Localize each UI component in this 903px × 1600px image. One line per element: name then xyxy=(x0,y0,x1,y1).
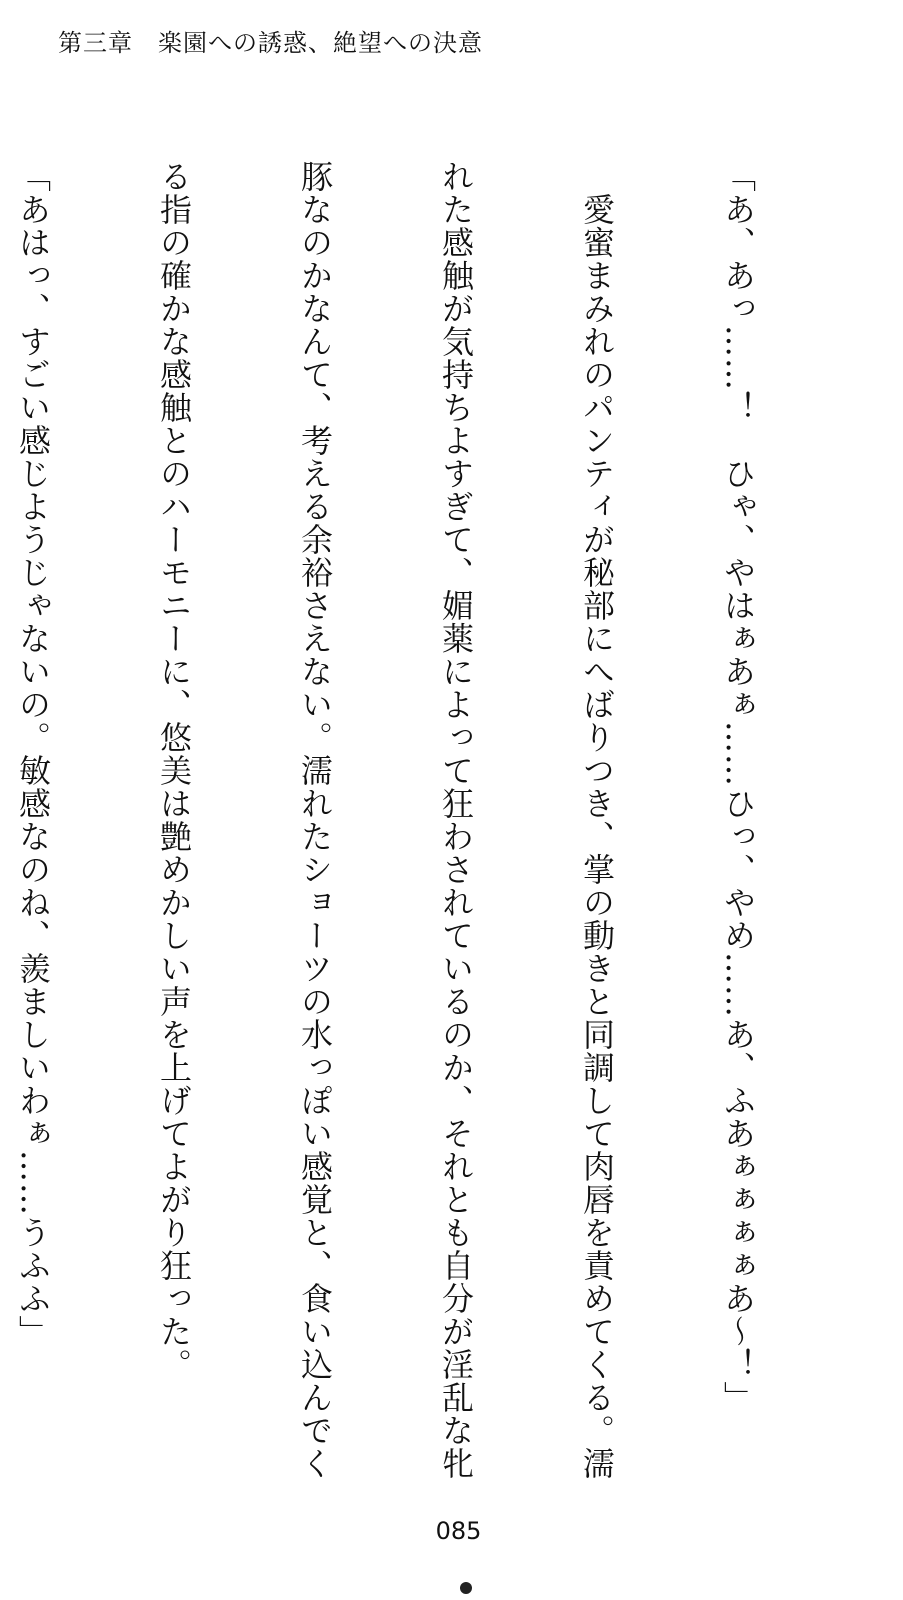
text-column-4: 豚なのかなんて、考える余裕さえない。濡れたショーツの水っぽい感覚と、食い込んでく xyxy=(296,160,334,1480)
chapter-header: 第三章 楽園への誘惑、絶望への決意 xyxy=(58,29,483,57)
body-text xyxy=(0,160,855,1480)
text-column-6: 「あはっ、すごい感じようじゃないの。敏感なのね、羨ましいわぁ……うふふ」 xyxy=(14,160,52,1348)
page-number: 085 xyxy=(435,1517,482,1545)
page-marker-dot xyxy=(460,1582,472,1594)
text-column-5: る指の確かな感触とのハーモニーに、悠美は艶めかしい声を上げてよがり狂った。 xyxy=(155,160,193,1381)
text-column-2: 愛蜜まみれのパンティが秘部にへばりつき、掌の動きと同調して肉唇を責めてくる。濡 xyxy=(578,160,616,1480)
text-column-3: れた感触が気持ちよすぎて、媚薬によって狂わされているのか、それとも自分が淫乱な牝 xyxy=(437,160,475,1480)
text-column-1: 「あ、あっ……！ ひゃ、やはぁあぁ……ひっ、やめ……あ、ふあぁぁぁぁあ～！」 xyxy=(719,160,757,1414)
